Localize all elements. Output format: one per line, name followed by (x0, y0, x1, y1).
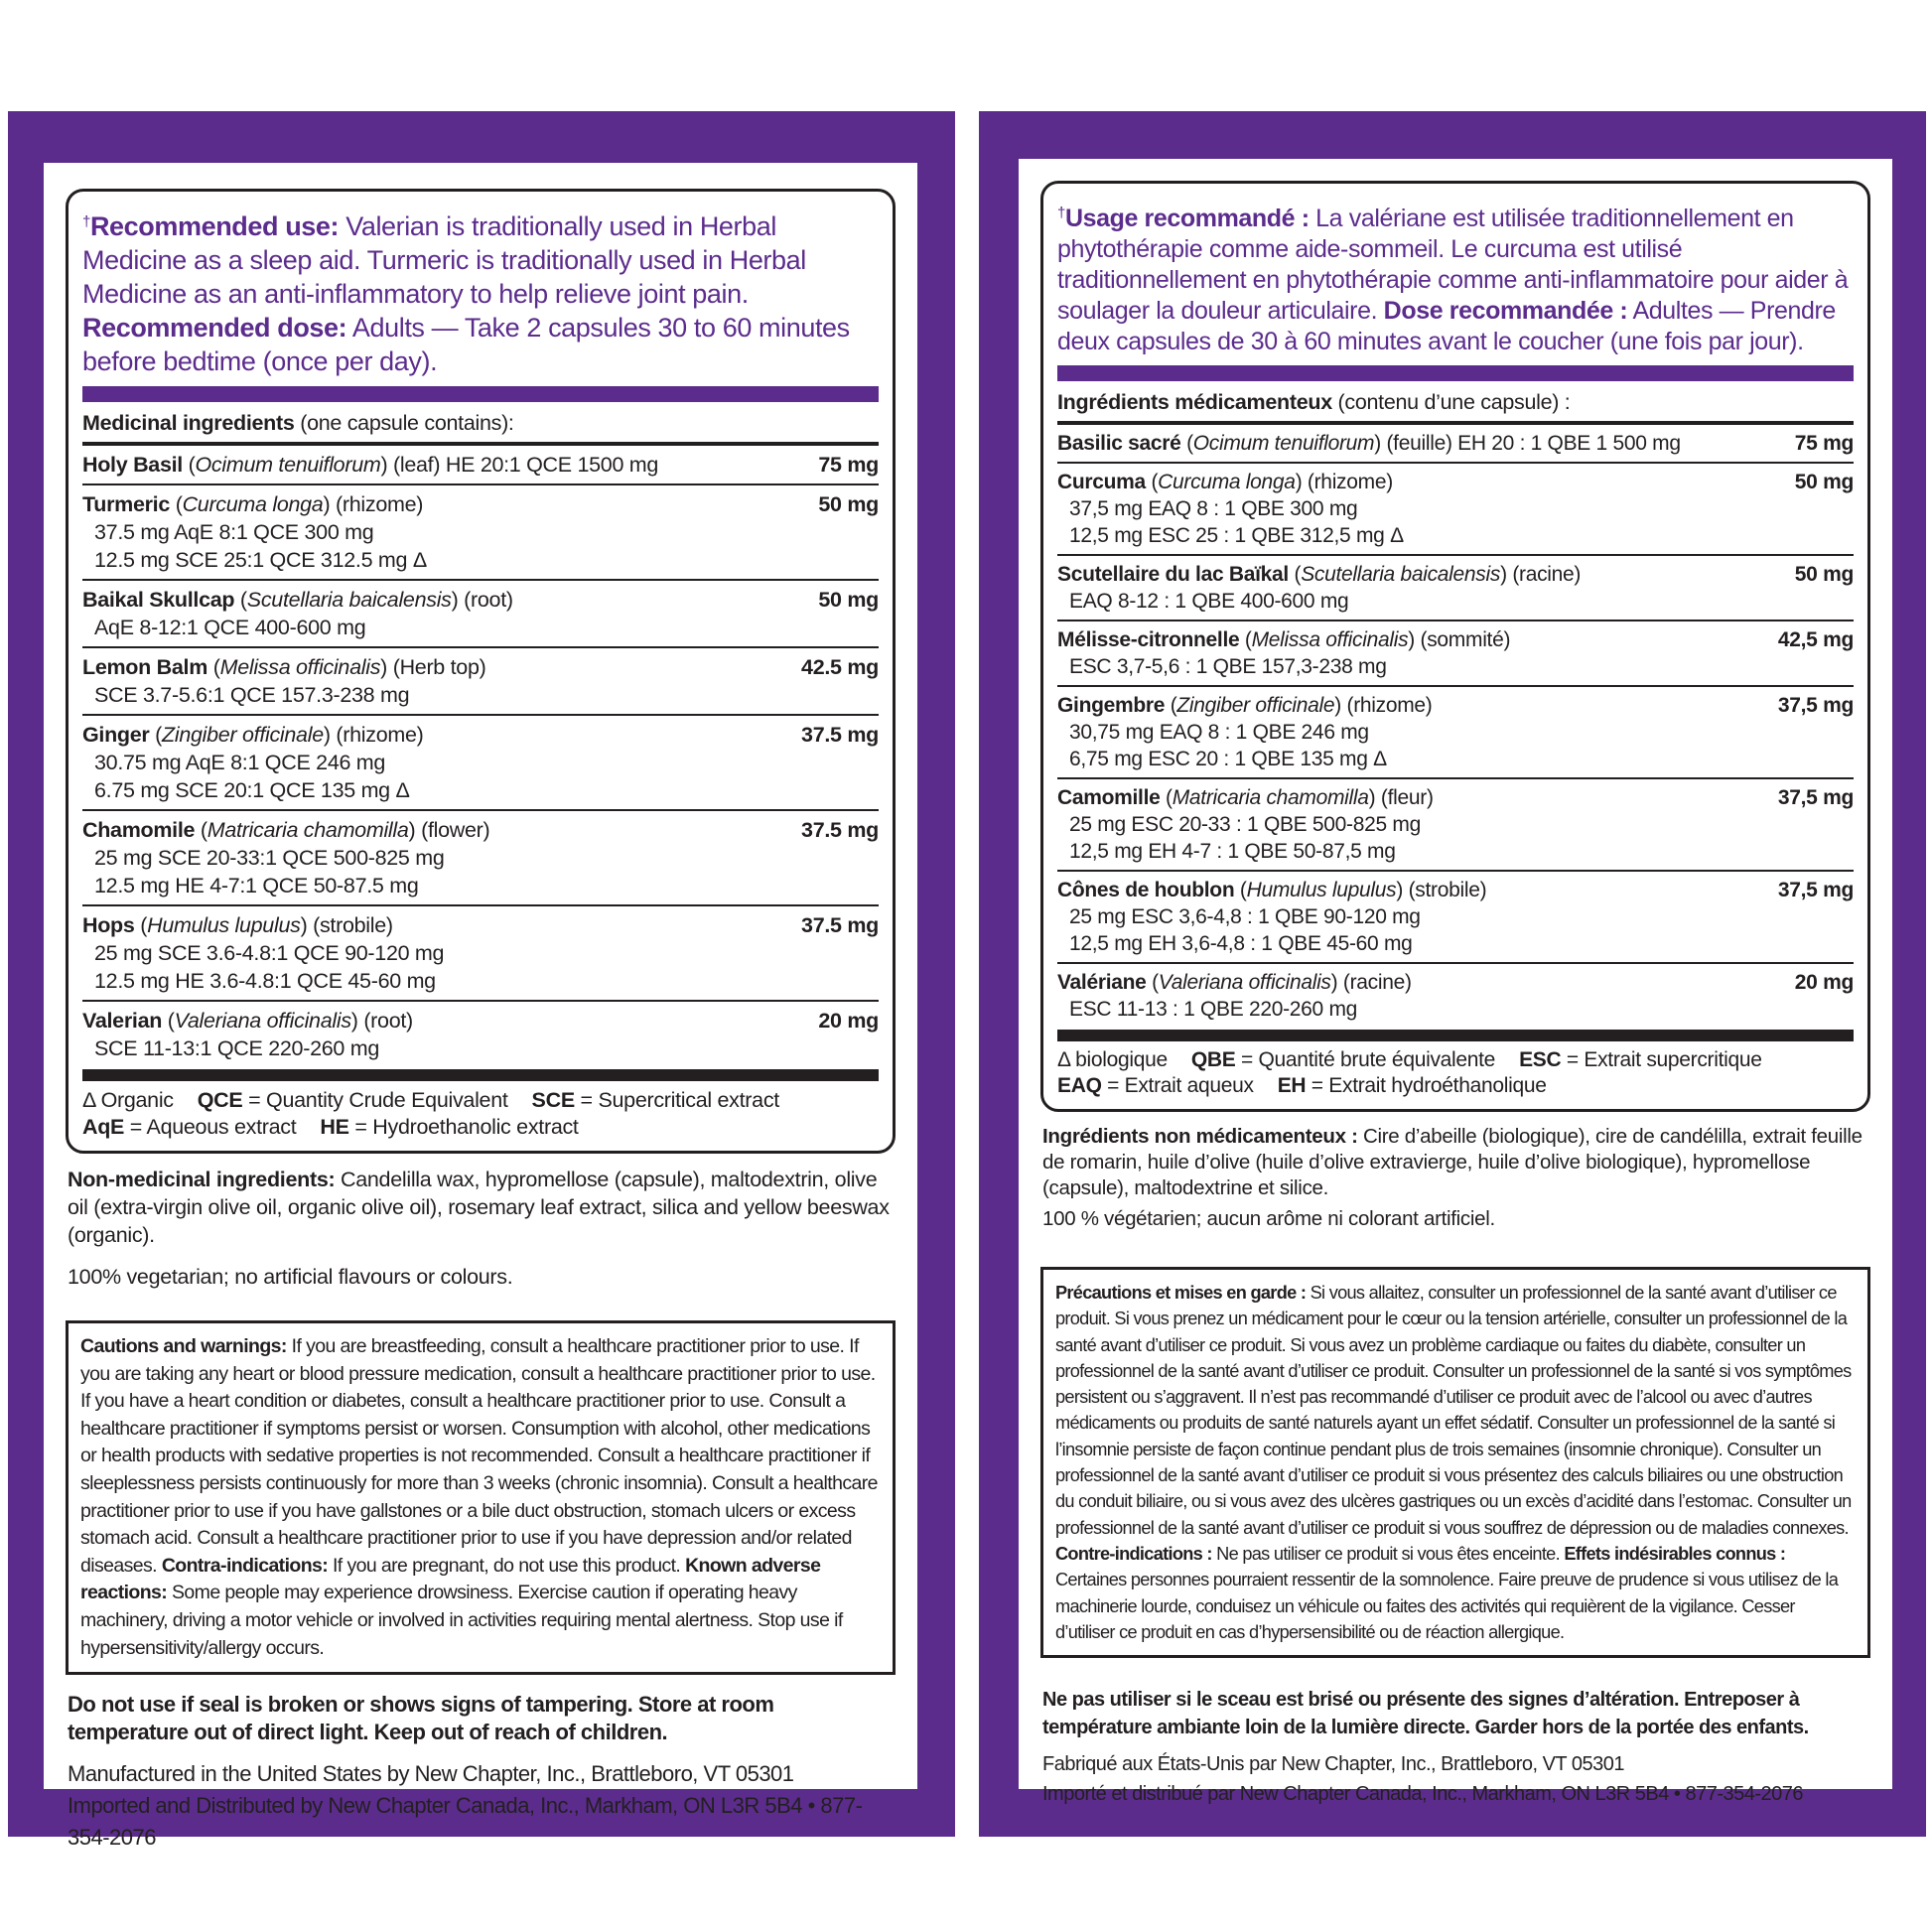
legend-meaning: = Extrait supercritique (1561, 1048, 1762, 1071)
ingredient-amount: 20 mg (818, 1009, 879, 1033)
distributor-line: Importé et distribué par New Chapter Canada, Inc., Markham, ON L3R 5B4 • 877-354-2076 (1042, 1783, 1804, 1806)
ingredient-part: (strobile) (1403, 879, 1487, 901)
ingredient-part: (feuille) EH 20 : 1 QBE 1 500 mg (1380, 432, 1681, 455)
legend-entry (1519, 1048, 1762, 1071)
legend-meaning: = Supercritical extract (574, 1088, 779, 1112)
recommended-use-label: Recommended use: (89, 211, 340, 241)
recommended-use-text: La valériane est utilisée traditionnellement en phytothérapie comme aide-sommeil. Le curcuma est utilisé traditionnellement en phytothérapie comme anti-inflammatoire pour aider à soulager la douleur articulaire. (1057, 205, 1849, 325)
ingredient-part: (racine) (1337, 971, 1412, 994)
legend-entry (1191, 1048, 1495, 1071)
ingredient-description (82, 451, 808, 479)
ingredient-title-line: Turmeric (Curcuma longa) (rhizome) (82, 492, 424, 516)
contra-indications-text: Ne pas utiliser ce produit si vous êtes enceinte. (1211, 1543, 1565, 1564)
abbreviation-legend (1057, 1041, 1854, 1099)
purple-divider (1057, 365, 1854, 381)
ingredient-part: (flower) (415, 818, 490, 842)
ingredient-name: Valerian (82, 1009, 163, 1033)
legend-meaning: = Hydroethanolic extract (348, 1115, 579, 1139)
ingredient-row (82, 446, 879, 485)
ingredient-part: (rhizome) (1340, 694, 1433, 717)
legend-abbreviation: HE (320, 1115, 349, 1139)
ingredient-name: Ginger (82, 723, 150, 747)
non-medicinal-label: Non-medicinal ingredients: (68, 1168, 336, 1191)
seal-warning: Ne pas utiliser si le sceau est brisé ou présente des signes d’altération. Entreposer à température ambiante loin de la lumière directe. Garder hors de la portée des enfants. (1042, 1689, 1809, 1739)
ingredient-part: (sommité) (1415, 628, 1511, 651)
ingredient-name: Chamomile (82, 818, 196, 842)
french-dosage-box (1040, 181, 1870, 1112)
ingredient-description (82, 1007, 808, 1062)
ingredient-extract-line: 12.5 mg HE 4-7:1 QCE 50-87.5 mg (94, 874, 419, 897)
ingredient-title-line: Lemon Balm (Melissa officinalis) (Herb top) (82, 655, 486, 679)
ingredient-table (1057, 425, 1854, 1028)
ingredient-title-line: Camomille (Matricaria chamomilla) (fleur) (1057, 786, 1434, 809)
adverse-reactions-label: Known adverse reactions: (80, 1554, 821, 1604)
ingredient-extract-line: ESC 3,7-5,6 : 1 QBE 157,3-238 mg (1069, 655, 1387, 678)
ingredient-extract-line: ESC 11-13 : 1 QBE 220-260 mg (1069, 998, 1358, 1021)
french-recommended-use (1057, 198, 1854, 357)
ingredient-description (1057, 626, 1768, 680)
medicinal-ingredients-header (82, 402, 879, 446)
ingredient-amount: 37.5 mg (801, 723, 879, 747)
ingredient-latin-name: Zingiber officinale (162, 723, 324, 747)
ingredient-part: (strobile) (307, 913, 393, 937)
ingredient-amount: 42.5 mg (801, 655, 879, 679)
ingredient-description (82, 653, 791, 709)
ingredient-name: Basilic sacré (1057, 432, 1181, 455)
ingredient-title-line: Ginger (Zingiber officinale) (rhizome) (82, 723, 424, 747)
ingredient-amount: 50 mg (818, 492, 879, 516)
legend-entry (82, 1088, 174, 1112)
legend-meaning: biologique (1069, 1048, 1168, 1071)
cautions-text: If you are breastfeeding, consult a healthcare practitioner prior to use. If you are taking any heart or blood pressure medication, consult a healthcare practitioner prior to use. If you have a heart condition or diabetes, consult a healthcare practitioner prior to use. Consult a healthcare practitioner if symptoms persist or worsen. Consumption with alcohol, other medications or health products with sedative properties is not recommended. Consult a healthcare practitioner if sleeplessness persists continuously for more than 3 weeks (chronic insomnia). Consult a healthcare practitioner prior to use if you have gallstones or a bile duct obstruction, stomach ulcers or excess stomach acid. Consult a healthcare practitioner prior to use if you have depression and/or related diseases. (80, 1335, 878, 1577)
legend-entry (198, 1088, 508, 1112)
ingredient-latin-name: Zingiber officinale (1176, 694, 1335, 717)
ingredient-extract-line: 25 mg SCE 3.6-4.8:1 QCE 90-120 mg (94, 941, 445, 965)
adverse-reactions-text: Certaines personnes pourraient ressentir de la somnolence. Faire preuve de prudence si vous utilisez de la machinerie lourde, conduisez un véhicule ou faites des activités qui requièrent de la vigilance. Cesser d’utiliser ce produit en cas d’hypersensibilité ou de réaction allergique. (1055, 1570, 1839, 1642)
ingredient-extract-line: 12,5 mg EH 3,6-4,8 : 1 QBE 45-60 mg (1069, 932, 1413, 955)
ingredient-amount: 75 mg (818, 453, 879, 477)
ingredient-row (1057, 687, 1854, 779)
legend-abbreviation: EH (1277, 1074, 1307, 1097)
abbreviation-legend (82, 1081, 879, 1141)
dagger-mark: † (1057, 205, 1065, 221)
legend-meaning: Organic (94, 1088, 174, 1112)
non-medicinal-label: Ingrédients non médicamenteux : (1042, 1125, 1358, 1148)
ingredient-part: (rhizome) (1302, 471, 1393, 493)
legend-abbreviation: Δ (1057, 1048, 1070, 1071)
ingredient-part: (leaf) HE 20:1 QCE 1500 mg (387, 453, 659, 477)
ingredient-row (1057, 425, 1854, 464)
ingredient-name: Camomille (1057, 786, 1161, 809)
cautions-box (66, 1320, 896, 1675)
ingredient-extract-line: 37,5 mg EAQ 8 : 1 QBE 300 mg (1069, 497, 1358, 520)
cautions-label: Cautions and warnings: (80, 1335, 287, 1357)
ingredient-title-line: Chamomile (Matricaria chamomilla) (flower) (82, 818, 490, 842)
ingredient-row (82, 485, 879, 581)
legend-abbreviation: QCE (197, 1088, 243, 1112)
ingredient-row (82, 1002, 879, 1067)
ingredient-row (1057, 872, 1854, 964)
ingredient-amount: 37,5 mg (1777, 879, 1854, 901)
ingredient-title-line: Valériane (Valeriana officinalis) (racine) (1057, 971, 1412, 994)
ingredient-latin-name: Melissa officinalis (219, 655, 381, 679)
medicinal-ingredients-label: Ingrédients médicamenteux (1057, 390, 1332, 414)
ingredient-extract-line: 25 mg ESC 20-33 : 1 QBE 500-825 mg (1069, 813, 1421, 836)
ingredient-amount: 20 mg (1794, 971, 1854, 994)
manufacturer-info (66, 1746, 896, 1854)
ingredient-description (1057, 784, 1768, 865)
ingredient-latin-name: Ocimum tenuiflorum (1192, 432, 1375, 455)
ingredient-table (82, 446, 879, 1067)
ingredient-title-line: Mélisse-citronnelle (Melissa officinalis) (sommité) (1057, 628, 1511, 651)
ingredient-amount: 37.5 mg (801, 818, 879, 842)
ingredient-part: (fleur) (1375, 786, 1434, 809)
ingredient-title-line: Holy Basil (Ocimum tenuiflorum) (leaf) HE 20:1 QCE 1500 mg (82, 453, 659, 477)
ingredient-amount: 50 mg (1794, 471, 1854, 493)
ingredient-name: Lemon Balm (82, 655, 208, 679)
ingredient-amount: 37.5 mg (801, 913, 879, 937)
legend-entry (1057, 1074, 1254, 1097)
ingredient-description (82, 911, 791, 995)
legend-entry (82, 1115, 296, 1139)
ingredient-description (82, 816, 791, 899)
ingredient-description (1057, 877, 1768, 957)
legend-entry (1057, 1048, 1168, 1071)
ingredient-extract-line: 12.5 mg HE 3.6-4.8:1 QCE 45-60 mg (94, 969, 436, 993)
ingredient-extract-line: SCE 11-13:1 QCE 220-260 mg (94, 1036, 379, 1060)
ingredient-title-line: Hops (Humulus lupulus) (strobile) (82, 913, 393, 937)
ingredient-name: Mélisse-citronnelle (1057, 628, 1240, 651)
ingredient-extract-line: 25 mg ESC 3,6-4,8 : 1 QBE 90-120 mg (1069, 905, 1421, 928)
english-recommended-use (82, 206, 879, 378)
legend-line-1 (1057, 1047, 1854, 1073)
recommended-use-label: Usage recommandé : (1064, 205, 1310, 232)
legend-entry (1278, 1074, 1547, 1097)
legend-abbreviation: ESC (1519, 1048, 1562, 1071)
ingredient-row (82, 648, 879, 716)
ingredient-amount: 42,5 mg (1777, 628, 1854, 651)
ingredient-extract-line: 6.75 mg SCE 20:1 QCE 135 mg Δ (94, 778, 410, 802)
vegetarian-statement: 100 % végétarien; aucun arôme ni colorant artificiel. (1042, 1207, 1495, 1230)
recommended-dose-label: Recommended dose: (82, 313, 347, 343)
ingredient-extract-line: 30.75 mg AqE 8:1 QCE 246 mg (94, 751, 386, 774)
medicinal-ingredients-note: (contenu d’une capsule) : (1331, 390, 1571, 414)
recommended-dose-label: Dose recommandée : (1383, 297, 1628, 325)
english-dosage-box (66, 189, 896, 1154)
manufacturer-line: Manufactured in the United States by New Chapter, Inc., Brattleboro, VT 05301 (68, 1761, 794, 1787)
ingredient-name: Cônes de houblon (1057, 879, 1235, 901)
legend-entry (532, 1088, 779, 1112)
legend-abbreviation: EAQ (1057, 1074, 1102, 1097)
ingredient-extract-line: 25 mg SCE 20-33:1 QCE 500-825 mg (94, 846, 445, 870)
ingredient-amount: 75 mg (1794, 432, 1854, 455)
ingredient-extract-line: EAQ 8-12 : 1 QBE 400-600 mg (1069, 590, 1349, 613)
ingredient-latin-name: Matricaria chamomilla (1172, 786, 1369, 809)
table-bottom-rule (1057, 1030, 1854, 1041)
ingredient-extract-line: 12.5 mg SCE 25:1 QCE 312.5 mg Δ (94, 548, 427, 572)
ingredient-title-line: Baikal Skullcap (Scutellaria baicalensis) (root) (82, 588, 513, 612)
non-medicinal-text: Cire d’abeille (biologique), cire de candélilla, extrait feuille de romarin, huile d’olive (huile d’olive extravierge, huile d’olive biologique), hypromellose (capsule), maltodextrine et silice. (1042, 1125, 1863, 1199)
ingredient-part: (rhizome) (330, 492, 424, 516)
ingredient-extract-line: 6,75 mg ESC 20 : 1 QBE 135 mg Δ (1069, 748, 1387, 770)
legend-entry (320, 1115, 578, 1139)
non-medicinal-ingredients (1040, 1112, 1870, 1201)
legend-abbreviation: QBE (1190, 1048, 1236, 1071)
ingredient-title-line: Valerian (Valeriana officinalis) (root) (82, 1009, 413, 1033)
non-medicinal-ingredients (66, 1154, 896, 1249)
ingredient-part: (Herb top) (387, 655, 486, 679)
recommended-dose-text: Adultes — Prendre deux capsules de 30 à 60 minutes avant le coucher (une fois par jour). (1057, 297, 1836, 355)
ingredient-row (1057, 621, 1854, 687)
table-bottom-rule (82, 1069, 879, 1081)
cautions-label: Précautions et mises en garde : (1055, 1283, 1307, 1303)
ingredient-extract-line: 30,75 mg EAQ 8 : 1 QBE 246 mg (1069, 721, 1369, 744)
ingredient-name: Curcuma (1057, 471, 1146, 493)
medicinal-ingredients-header (1057, 381, 1854, 425)
legend-line-2 (82, 1114, 879, 1141)
ingredient-extract-line: SCE 3.7-5.6:1 QCE 157.3-238 mg (94, 683, 410, 707)
ingredient-amount: 50 mg (1794, 563, 1854, 586)
legend-meaning: = Quantity Crude Equivalent (242, 1088, 508, 1112)
ingredient-amount: 37,5 mg (1777, 786, 1854, 809)
ingredient-row (82, 581, 879, 648)
ingredient-row (1057, 964, 1854, 1028)
ingredient-description (1057, 430, 1785, 457)
ingredient-latin-name: Humulus lupulus (147, 913, 301, 937)
legend-meaning: = Extrait hydroéthanolique (1306, 1074, 1547, 1097)
ingredient-title-line: Gingembre (Zingiber officinale) (rhizome) (1057, 694, 1433, 717)
dagger-mark: † (82, 213, 90, 230)
recommended-use-text: Valerian is traditionally used in Herbal Medicine as a sleep aid. Turmeric is traditionally used in Herbal Medicine as an anti-inflammatory to help relieve joint pain. (82, 211, 806, 309)
ingredient-extract-line: 37.5 mg AqE 8:1 QCE 300 mg (94, 520, 374, 544)
cautions-text: Si vous allaitez, consulter un professionnel de la santé avant d’utiliser ce produit. Si vous prenez un médicament pour le cœur ou la tension artérielle, consulter un professionnel de la santé avant d’utiliser ce produit. Si vous avez un problème cardiaque ou faites du diabète, consulter un professionnel de la santé avant d’utiliser ce produit. Consulter un professionnel de la santé si vos symptômes persistent ou s’aggravent. Il n’est pas recommandé d’utiliser ce produit avec de l’alcool ou avec d’autres médicaments ou produits de santé naturels ayant un effet sédatif. Consulter un professionnel de la santé si l’insomnie persiste de façon continue pendant plus de trois semaines (insomnie chronique). Consulter un professionnel de la santé avant d’utiliser ce produit si vous présentez des calculs biliaires ou une obstruction du conduit biliaire, ou si vous avez des ulcères gastriques ou un excès d’acidité dans l’estomac. Consulter un professionnel de la santé avant d’utiliser ce produit si vous souffrez de dépression ou de maladies connexes. (1055, 1283, 1852, 1538)
ingredient-name: Scutellaire du lac Baïkal (1057, 563, 1289, 586)
ingredient-description (82, 586, 808, 641)
ingredient-name: Gingembre (1057, 694, 1166, 717)
ingredient-description (1057, 469, 1785, 549)
ingredient-part: (root) (357, 1009, 413, 1033)
ingredient-latin-name: Matricaria chamomilla (207, 818, 409, 842)
manufacturer-line: Fabriqué aux États-Unis par New Chapter, Inc., Brattleboro, VT 05301 (1042, 1753, 1624, 1776)
contra-indications-label: Contra-indications: (161, 1554, 329, 1577)
adverse-reactions-text: Some people may experience drowsiness. Exercise caution if operating heavy machinery, driving a motor vehicle or involved in activities requiring mental alertness. Stop use if hypersensitivity/allergy occurs. (80, 1582, 843, 1659)
ingredient-latin-name: Valeriana officinalis (1158, 971, 1331, 994)
ingredient-description (82, 721, 791, 804)
ingredient-name: Holy Basil (82, 453, 183, 477)
contra-indications-label: Contre-indications : (1055, 1543, 1212, 1564)
legend-line-2 (1057, 1073, 1854, 1099)
ingredient-latin-name: Valeriana officinalis (174, 1009, 351, 1033)
ingredient-part: (root) (458, 588, 513, 612)
seal-warning: Do not use if seal is broken or shows signs of tampering. Store at room temperature out of direct light. Keep out of reach of children. (68, 1692, 774, 1745)
french-label-card (1019, 159, 1892, 1806)
ingredient-part: (racine) (1506, 563, 1582, 586)
ingredient-latin-name: Curcuma longa (182, 492, 324, 516)
ingredient-latin-name: Scutellaria baicalensis (246, 588, 452, 612)
ingredient-row (82, 716, 879, 811)
recommended-dose-text: Adults — Take 2 capsules 30 to 60 minutes before bedtime (once per day). (82, 313, 850, 376)
manufacturer-info (1040, 1741, 1870, 1809)
ingredient-amount: 50 mg (818, 588, 879, 612)
purple-divider (82, 386, 879, 402)
legend-meaning: = Quantité brute équivalente (1235, 1048, 1496, 1071)
cautions-box (1040, 1267, 1870, 1658)
ingredient-latin-name: Curcuma longa (1158, 471, 1296, 493)
ingredient-latin-name: Scutellaria baicalensis (1301, 563, 1501, 586)
ingredient-row (82, 906, 879, 1002)
ingredient-row (1057, 464, 1854, 556)
french-label-panel (979, 111, 1926, 1837)
ingredient-name: Turmeric (82, 492, 171, 516)
legend-abbreviation: Δ (82, 1088, 95, 1112)
legend-abbreviation: SCE (531, 1088, 575, 1112)
ingredient-name: Baikal Skullcap (82, 588, 235, 612)
ingredient-title-line: Curcuma (Curcuma longa) (rhizome) (1057, 471, 1393, 493)
ingredient-title-line: Basilic sacré (Ocimum tenuiflorum) (feuille) EH 20 : 1 QBE 1 500 mg (1057, 432, 1681, 455)
ingredient-extract-line: AqE 8-12:1 QCE 400-600 mg (94, 616, 366, 639)
legend-meaning: = Aqueous extract (124, 1115, 297, 1139)
legend-abbreviation: AqE (82, 1115, 125, 1139)
english-label-panel (8, 111, 955, 1851)
ingredient-amount: 37,5 mg (1777, 694, 1854, 717)
ingredient-row (1057, 779, 1854, 872)
medicinal-ingredients-note: (one capsule contains): (294, 411, 514, 435)
ingredient-latin-name: Ocimum tenuiflorum (195, 453, 381, 477)
ingredient-latin-name: Humulus lupulus (1246, 879, 1397, 901)
ingredient-description (82, 490, 808, 574)
ingredient-extract-line: 12,5 mg ESC 25 : 1 QBE 312,5 mg Δ (1069, 524, 1404, 547)
ingredient-description (1057, 969, 1785, 1023)
legend-meaning: = Extrait aqueux (1101, 1074, 1254, 1097)
non-medicinal-text: Candelilla wax, hypromellose (capsule), maltodextrin, olive oil (extra-virgin olive oil, organic olive oil), rosemary leaf extract, silica and yellow beeswax (organic). (68, 1168, 890, 1247)
legend-line-1 (82, 1087, 879, 1114)
ingredient-name: Valériane (1057, 971, 1147, 994)
ingredient-latin-name: Melissa officinalis (1251, 628, 1409, 651)
ingredient-description (1057, 692, 1768, 772)
ingredient-extract-line: 12,5 mg EH 4-7 : 1 QBE 50-87,5 mg (1069, 840, 1396, 863)
adverse-reactions-label: Effets indésirables connus : (1564, 1543, 1786, 1564)
distributor-line: Imported and Distributed by New Chapter Canada, Inc., Markham, ON L3R 5B4 • 877-354-2076 (68, 1793, 863, 1851)
ingredient-description (1057, 561, 1785, 615)
ingredient-name: Hops (82, 913, 135, 937)
vegetarian-statement: 100% vegetarian; no artificial flavours or colours. (68, 1265, 513, 1289)
english-label-card (44, 163, 917, 1851)
ingredient-title-line: Cônes de houblon (Humulus lupulus) (strobile) (1057, 879, 1487, 901)
contra-indications-text: If you are pregnant, do not use this product. (328, 1554, 686, 1577)
ingredient-title-line: Scutellaire du lac Baïkal (Scutellaria baicalensis) (racine) (1057, 563, 1582, 586)
ingredient-row (82, 811, 879, 906)
ingredient-row (1057, 556, 1854, 621)
medicinal-ingredients-label: Medicinal ingredients (82, 411, 295, 435)
ingredient-part: (rhizome) (330, 723, 424, 747)
